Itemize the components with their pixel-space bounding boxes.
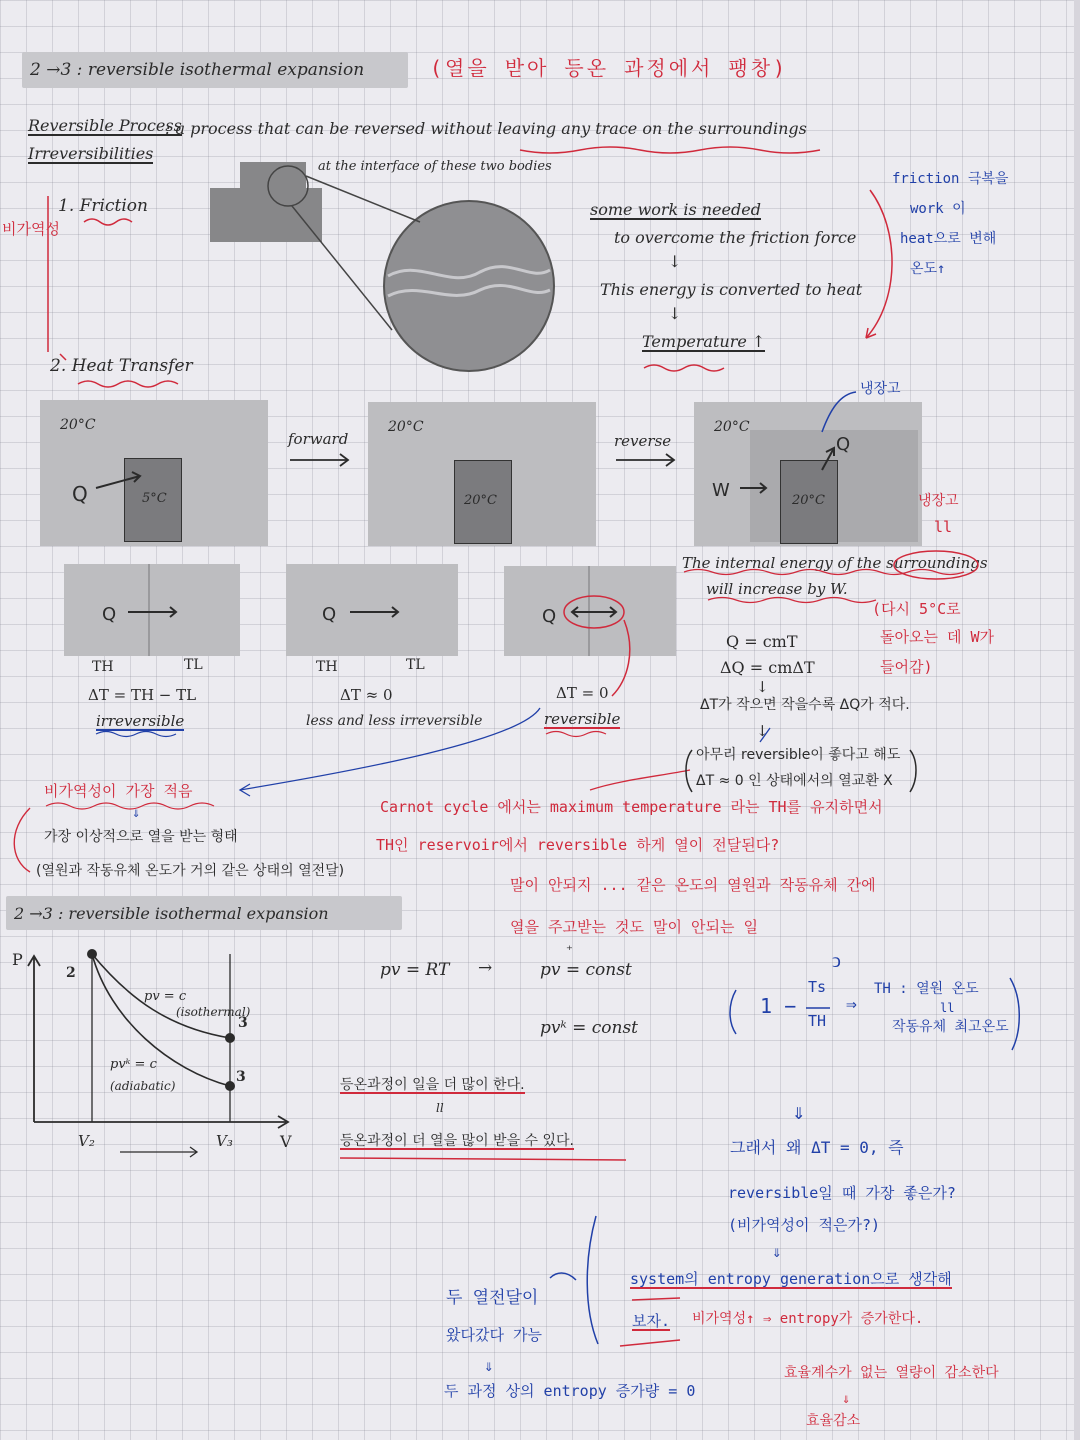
panel-2-temp: 20°C xyxy=(388,419,424,435)
left-bottom-bracket xyxy=(587,1216,598,1344)
pv-point-3-adiabatic-label: 3 xyxy=(236,1069,246,1085)
left-bottom-3: 두 과정 상의 entropy 증가량 = 0 xyxy=(444,1382,696,1400)
definition-term: Reversible Process xyxy=(28,116,182,135)
friction-note-bracket xyxy=(866,190,892,338)
friction-chain-1: some work is needed xyxy=(590,200,761,219)
note-nonsense-2: 열을 주고받는 것도 말이 안되는 일 xyxy=(510,918,759,936)
pv-point-3-isothermal-label: 3 xyxy=(238,1015,248,1031)
least-irrev-squiggle xyxy=(46,803,214,809)
friction-squiggle xyxy=(84,219,132,225)
case-3-q: Q xyxy=(542,606,557,627)
efficiency-down-mark: ↄ xyxy=(832,948,841,972)
efficiency-mark: ll xyxy=(940,1001,955,1015)
note-same-temp: (열원과 작동유체 온도가 거의 같은 상태의 열전달) xyxy=(36,863,345,879)
eq-arrow: → xyxy=(478,958,493,978)
notebook-edge xyxy=(1074,0,1080,1440)
friction-chain-3: This energy is converted to heat xyxy=(600,280,863,299)
case-1-divider xyxy=(148,564,150,656)
friction-note-3: heat으로 변해 xyxy=(900,231,997,247)
why-line-2: reversible일 때 가장 좋은가? xyxy=(728,1184,956,1202)
case-2-q: Q xyxy=(322,604,337,625)
efficiency-note-2: 작동유체 최고온도 xyxy=(892,1019,1009,1035)
eq-pvk-const: pvᵏ = const xyxy=(540,1018,638,1038)
interface-note: at the interface of these two bodies xyxy=(318,159,552,174)
friction-chain-arrow-1: ↓ xyxy=(668,252,682,271)
note-carnot-2: TH인 reservoir에서 reversible 하게 열이 전달된다? xyxy=(376,836,780,854)
pv-point-2-label: 2 xyxy=(66,965,76,981)
friction-chain-2: to overcome the friction force xyxy=(614,228,857,247)
isothermal-note-1: 등온과정이 일을 더 많이 한다. xyxy=(340,1077,525,1093)
panel-3-q: Q xyxy=(836,434,851,455)
definition-text: : a process that can be reversed without leaving any trace on the surroundings xyxy=(165,119,807,138)
case-2-dt: ΔT ≈ 0 xyxy=(340,686,393,704)
heat-transfer-squiggle xyxy=(78,381,178,387)
reheat-note-3: 들어감) xyxy=(880,658,933,676)
isothermal-note-2: 등온과정이 더 열을 많이 받을 수 있다. xyxy=(340,1133,575,1149)
efficiency-implies: ⇒ xyxy=(846,994,857,1015)
why-arrow: ⇓ xyxy=(792,1100,806,1125)
forward-arrow-head xyxy=(340,454,348,466)
header-1-korean-note: (열을 받아 등온 과정에서 팽창) xyxy=(430,56,789,80)
eq-dq-cmdt: ΔQ = cmΔT xyxy=(720,658,815,677)
efficiency-right-paren xyxy=(1010,978,1019,1050)
efficiency-decrease: 효율감소 xyxy=(806,1413,861,1429)
irreversibilities-heading: Irreversibilities xyxy=(28,144,154,163)
note-box-2: ΔT ≈ 0 인 상태에서의 열교환 X xyxy=(696,773,893,789)
left-bottom-1: 두 열전달이 xyxy=(446,1288,539,1308)
reverse-label: reverse xyxy=(614,432,672,450)
panel-2-inner-temp: 20°C xyxy=(464,493,497,508)
note-most-ideal: 가장 이상적으로 열을 받는 형태 xyxy=(44,829,238,845)
eq-dt-small: ΔT가 작으면 작을수록 ΔQ가 적다. xyxy=(700,697,910,713)
case-1-label: irreversible xyxy=(96,712,185,730)
efficiency-one-minus: 1 − xyxy=(760,994,797,1018)
cooler-label-2: 냉장고 xyxy=(918,493,959,509)
definition-underline xyxy=(520,147,820,153)
why-line-1: 그래서 왜 ΔT = 0, 즉 xyxy=(730,1138,904,1157)
heat-transfer-label: 2. Heat Transfer xyxy=(50,356,193,376)
panel-3-w: W xyxy=(712,480,730,501)
pv-point-3-isothermal xyxy=(225,1033,235,1043)
why-arrow-2: ⇓ xyxy=(772,1242,782,1261)
entropy-underline xyxy=(632,1298,680,1300)
case-1-q: Q xyxy=(102,604,117,625)
case-1-th: TH xyxy=(92,659,114,675)
pv-v2-label: V₂ xyxy=(78,1132,95,1150)
eq-q-cmt: Q = cmT xyxy=(726,632,798,651)
note-box-left-paren xyxy=(686,750,692,792)
note-box-to-carnot-arrow xyxy=(590,770,690,790)
case-3-divider xyxy=(588,566,590,656)
isothermal-note-mark: ll xyxy=(436,1101,444,1115)
forward-label: forward xyxy=(288,430,349,448)
note-box-1: 아무리 reversible이 좋다고 해도 xyxy=(696,747,901,763)
friction-block-top xyxy=(240,162,306,190)
note-least-irreversible-arrow: ⇓ xyxy=(132,805,141,821)
case-3-squiggle xyxy=(546,732,606,737)
entropy-underline-2 xyxy=(620,1340,680,1346)
internal-energy-underline-2 xyxy=(708,598,876,603)
pv-x-axis-arrow xyxy=(278,1116,288,1128)
friction-note-bracket-tip xyxy=(866,328,876,338)
note-nonsense-1: 말이 안되지 ... 같은 온도의 열원과 작동유체 간에 xyxy=(510,876,876,894)
pv-adiabatic-note: (adiabatic) xyxy=(110,1079,176,1093)
case-3-dt: ΔT = 0 xyxy=(556,684,609,702)
panel-3-temp: 20°C xyxy=(714,419,750,435)
friction-chain-arrow-2: ↓ xyxy=(668,304,682,323)
left-bottom-arrow: ⇓ xyxy=(484,1356,494,1375)
panel-1-inner-temp: 5°C xyxy=(142,491,167,506)
panel-1-temp: 20°C xyxy=(60,417,96,433)
efficiency-ts: Ts xyxy=(808,978,827,996)
case-3-block xyxy=(504,566,676,656)
why-line-3: (비가역성이 적은가?) xyxy=(728,1216,881,1234)
friction-magnified-circle xyxy=(383,200,555,372)
eq-pv-const: pv = const xyxy=(540,960,632,980)
zoom-line-top xyxy=(306,176,420,222)
panel-3-inner-temp: 20°C xyxy=(792,493,825,508)
friction-note-4: 온도↑ xyxy=(910,261,946,277)
reheat-note-2: 돌아오는 데 W가 xyxy=(880,628,995,646)
efficiency-note-1: TH : 열원 온도 xyxy=(874,981,979,997)
reversible-to-note-arrow-head xyxy=(240,784,250,796)
header-1-title: 2 →3 : reversible isothermal expansion xyxy=(30,60,365,80)
friction-note-2: work 이 xyxy=(910,201,966,217)
friction-label: 1. Friction xyxy=(58,196,148,216)
pv-point-3-adiabatic xyxy=(225,1081,235,1091)
entropy-line-1: system의 entropy generation으로 생각해 xyxy=(630,1270,952,1288)
case-2-label: less and less irreversible xyxy=(306,713,483,729)
case-1-dt: ΔT = TH − TL xyxy=(88,686,197,704)
reheat-note-1: (다시 5°C로 xyxy=(872,600,961,618)
note-least-irreversible: 비가역성이 가장 적음 xyxy=(44,782,193,800)
pv-isothermal-label: pv = c xyxy=(144,989,187,1004)
loss-arrow: ⇓ xyxy=(842,1391,851,1407)
entropy-line-2: 보자. xyxy=(632,1312,671,1330)
header-2-title: 2 →3 : reversible isothermal expansion xyxy=(14,904,329,923)
internal-energy-1: The internal energy of the surroundings xyxy=(682,554,988,572)
pv-isothermal-note: (isothermal) xyxy=(176,1005,251,1019)
entropy-line-3: 비가역성↑ ⇒ entropy가 증가한다. xyxy=(692,1311,924,1327)
note-box-right-paren xyxy=(910,750,916,792)
eq-mark: ⁺ xyxy=(566,943,573,958)
case-1-squiggle xyxy=(96,732,176,737)
case-1-tl: TL xyxy=(184,657,203,673)
pv-v3-label: V₃ xyxy=(216,1132,233,1150)
case-1-block xyxy=(64,564,240,656)
case-3-label: reversible xyxy=(544,710,621,728)
temperature-squiggle xyxy=(644,365,724,371)
efficiency-left-paren xyxy=(730,990,736,1034)
case-2-block xyxy=(286,564,458,656)
efficiency-th: TH xyxy=(808,1012,827,1030)
eq-ideal-gas: pv = RT xyxy=(380,960,450,980)
reverse-arrow-head xyxy=(666,454,674,466)
side-label-irreversibility: 비가역성 xyxy=(2,220,60,238)
left-bottom-pointer xyxy=(550,1273,576,1280)
panel-1-q: Q xyxy=(72,482,88,506)
internal-energy-2: will increase by W. xyxy=(706,580,848,598)
cooler-label-2-mark: ll xyxy=(934,518,953,536)
friction-chain-4: Temperature ↑ xyxy=(642,332,766,351)
least-irrev-bracket xyxy=(14,808,30,872)
cooler-label: 냉장고 xyxy=(860,381,901,397)
pv-v-axis-label: V xyxy=(280,1132,292,1151)
friction-block-bottom xyxy=(210,188,322,242)
pv-y-axis-arrow xyxy=(28,956,40,966)
pv-adiabatic-label: pvᵏ = c xyxy=(110,1057,157,1072)
pv-point-2 xyxy=(87,949,97,959)
friction-note-1: friction 극복을 xyxy=(892,171,1009,187)
eq-arrow-2: ↓ xyxy=(756,722,769,740)
isothermal-note-underline xyxy=(340,1158,626,1160)
left-bottom-2: 왔다갔다 가능 xyxy=(446,1326,542,1344)
loss-note: 효율계수가 없는 열량이 감소한다 xyxy=(784,1365,999,1381)
note-carnot-1: Carnot cycle 에서는 maximum temperature 라는 TH를 유지하면서 xyxy=(380,798,883,816)
case-2-tl: TL xyxy=(406,657,425,673)
eq-arrow-1: ↓ xyxy=(756,678,769,696)
pv-direction-arrow-head xyxy=(190,1147,197,1157)
case-2-th: TH xyxy=(316,659,338,675)
pv-p-axis-label: P xyxy=(12,950,23,969)
